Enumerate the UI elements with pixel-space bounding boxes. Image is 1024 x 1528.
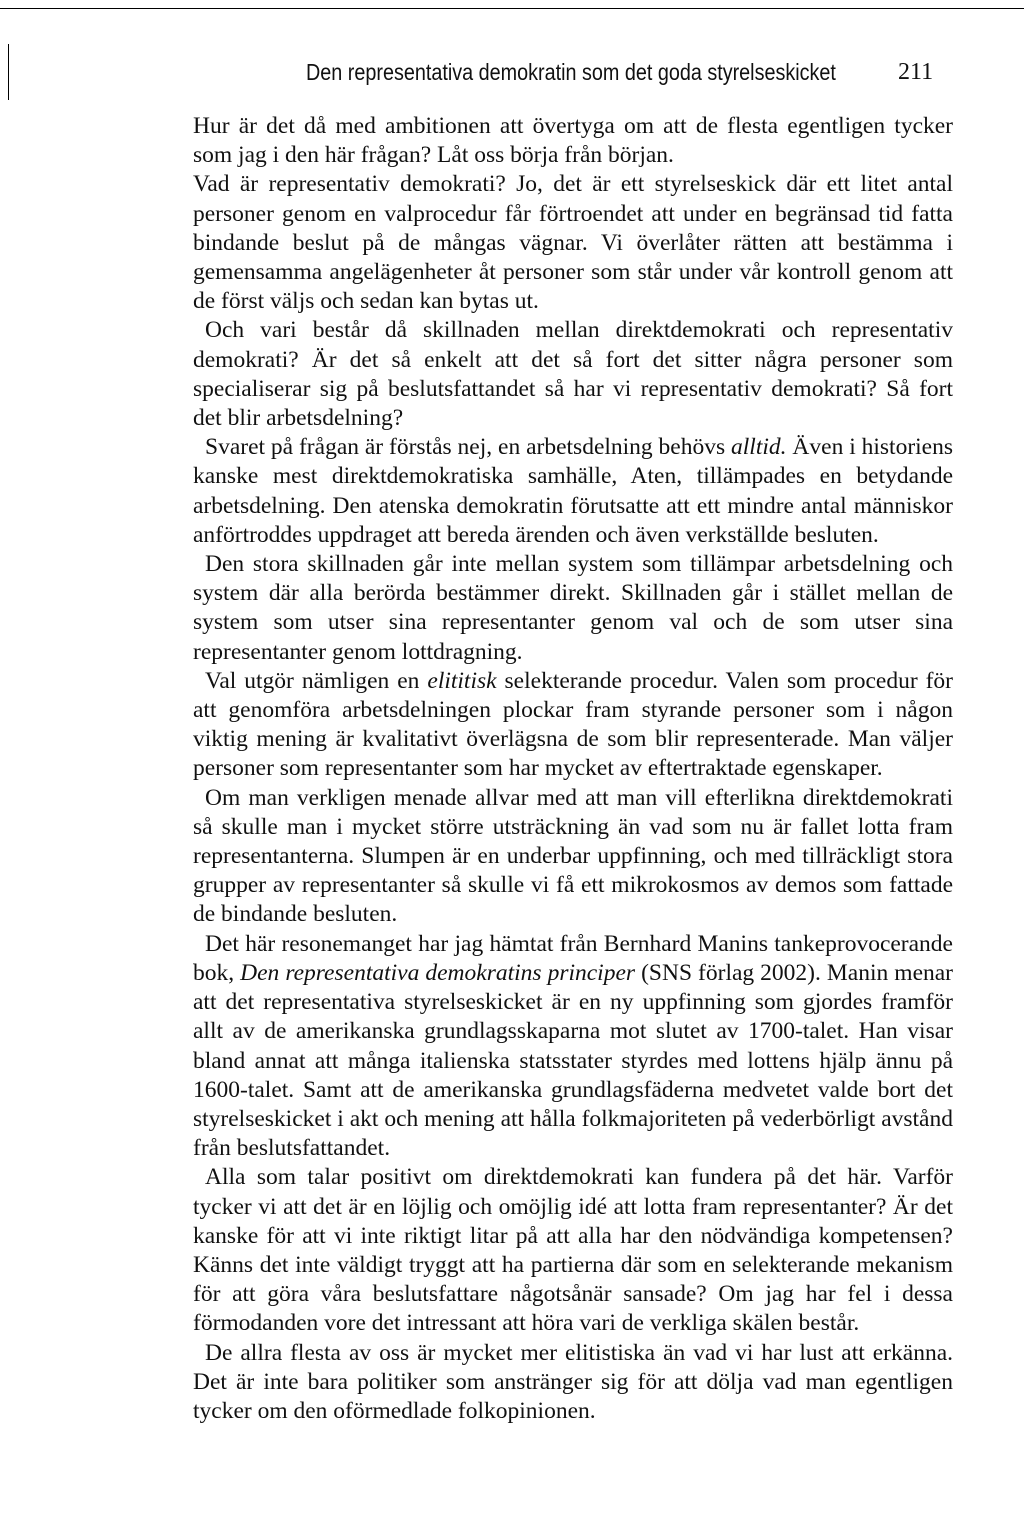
paragraph-text: Även i historiens kanske mest direktdemokratiska samhälle, Aten, tillämpades en betydande arbetsdelning. Den atenska demokratin förutsatte att ett mindre antal människor anförtroddes uppdraget att bereda ärenden och även verkställde besluten. — [193, 434, 953, 548]
margin-mark — [8, 44, 9, 100]
emphasis: elititisk — [427, 667, 497, 694]
paragraph: Vad är representativ demokrati? Jo, det är ett styrelseskick där ett litet antal personer genom en valprocedur får förtroendet att under en begränsad tid fatta bindande beslut på de mångas vägnar. Vi överlåter rätten att bestämma i gemensamma angelägenheter åt personer som står under vår kontroll genom att de först väljs och sedan kan bytas ut. — [193, 171, 953, 315]
page-number: 211 — [898, 59, 934, 85]
paragraph: De allra flesta av oss är mycket mer elitistiska än vad vi har lust att erkänna. Det är inte bara politiker som anstränger sig för att dölja vad man egentligen tycker om den oförmedlade folkopinionen. — [193, 1339, 953, 1424]
paragraph: Den stora skillnaden går inte mellan system som tillämpar arbetsdelning och system där alla berörda bestämmer direkt. Skillnaden går i stället mellan de system som utser sina representanter genom val och de som utser sina representanter genom lottdragning. — [193, 551, 953, 665]
paragraph — [193, 667, 953, 784]
paragraph: Alla som talar positivt om direktdemokrati kan fundera på det här. Varför tycker vi att det är en löjlig och omöjlig idé att lotta fram representanter? Är det kanske för att vi inte riktigt litar på att alla har den nödvändiga kompetensen? Känns det inte väldigt tryggt att ha partierna där som en selekterande mekanism för att göra våra beslutsfattare någotsånär sansade? Om jag har fel i dessa förmodanden vore det intressant att höra vari de verkliga skälen består. — [193, 1164, 953, 1337]
running-head: Den representativa demokratin som det goda styrelseskicket — [306, 59, 836, 85]
paragraph-text: (SNS förlag 2002). Manin menar att det representativa styrelseskicket är en ny uppfinning som gjordes framför allt av de amerikanska grundlagsskaparna mot slutet av 1700-talet. Han visar bland annat att många italienska statsstater styrdes med lottens hjälp ännu på 1600-talet. Samt att de amerikanska grundlagsfäderna medvetet valde bort det styrelseskicket i akt och mening att hålla folkmajoriteten på vederbörligt avstånd från beslutsfattandet. — [193, 959, 954, 1162]
body-text — [193, 112, 953, 1426]
paragraph-text: Det här resonemanget har jag hämtat från Bernhard Manins tankeprovocerande bok, — [193, 930, 953, 986]
paragraph-text: Val utgör nämligen en — [205, 667, 428, 694]
paragraph-text: Svaret på frågan är förstås nej, en arbetsdelning behövs — [205, 434, 732, 461]
emphasis: alltid. — [731, 434, 787, 461]
paragraph — [193, 930, 953, 1164]
paragraph: Och vari består då skillnaden mellan direktdemokrati och representativ demokrati? Är det så enkelt att det så fort det sitter några personer som specialiserar sig på beslutsfattandet så har vi representativ demokrati? Så fort det blir arbetsdelning? — [193, 317, 953, 432]
paragraph: Hur är det då med ambitionen att övertyga om att de flesta egentligen tycker som jag i den här frågan? Låt oss börja från början. — [193, 113, 953, 169]
book-title: Den representativa demokratins principer — [240, 959, 636, 986]
top-rule — [0, 8, 1024, 9]
paragraph-text: selekterande procedur. Valen som procedur för att genomföra arbetsdelningen plockar fram styrande personer som i någon viktig mening är kvalitativt överlägsna de som blir representerade. Man väljer personer som representanter som har mycket av eftertraktade egenskaper. — [193, 667, 953, 782]
paragraph — [193, 433, 953, 550]
paragraph: Om man verkligen menade allvar med att man vill efterlikna direktdemokrati så skulle man i mycket större utsträckning än vad som nu är fallet lotta fram representanterna. Slumpen är en underbar uppfinning, och med tillräckligt stora grupper av representanter så skulle vi få ett mikrokosmos av demos som fattade de bindande besluten. — [193, 784, 953, 928]
